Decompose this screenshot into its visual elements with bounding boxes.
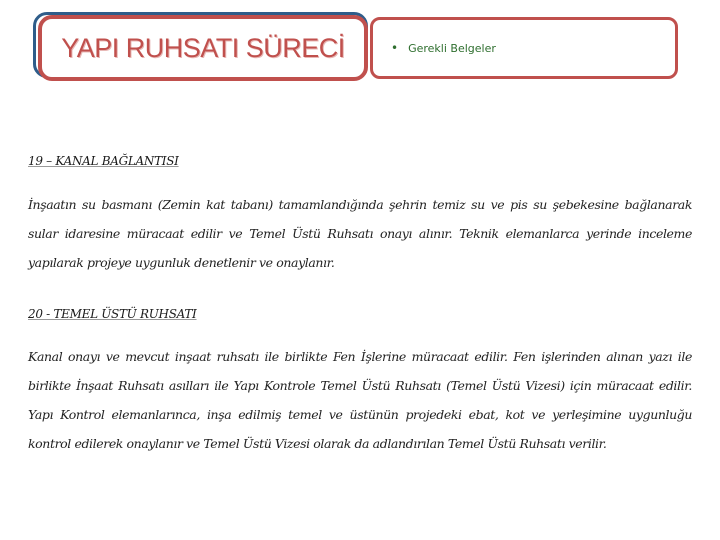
title-box <box>38 15 368 81</box>
subtitle: Gerekli Belgeler <box>408 41 496 55</box>
section-heading-kanal: 19 – KANAL BAĞLANTISI <box>28 154 179 168</box>
section-body-temel: Kanal onayı ve mevcut inşaat ruhsatı ile birlikte Fen İşlerine müracaat edilir. Fen işlerinden alınan yazı ile birlikte İnşaat Ruhsatı asılları ile Yapı Kontrole Temel Üstü Ruhsatı (Temel Üstü Vizesi) için müracaat edilir. Yapı Kontrol elemanlarınca, inşa edilmiş temel ve üstünün projedeki ebat, kot ve yerleşimine uygunluğu kontrol edilerek onaylanır ve Temel Üstü Vizesi olarak da adlandırılan Temel Üstü Ruhsatı verilir. <box>28 349 692 451</box>
section-heading-temel: 20 - TEMEL ÜSTÜ RUHSATI <box>28 307 197 321</box>
subtitle-box <box>370 17 678 79</box>
page-title: YAPI RUHSATI SÜRECİ <box>61 32 345 63</box>
bullet-icon: • <box>391 41 399 55</box>
section-body-kanal: İnşaatın su basmanı (Zemin kat tabanı) tamamlandığında şehrin temiz su ve pis su şebekesine bağlanarak sular idaresine müracaat edilir ve Temel Üstü Ruhsatı onayı alınır. Teknik elemanlarca yerinde inceleme yapılarak projeye uygunluk denetlenir ve onaylanır. <box>28 197 692 270</box>
